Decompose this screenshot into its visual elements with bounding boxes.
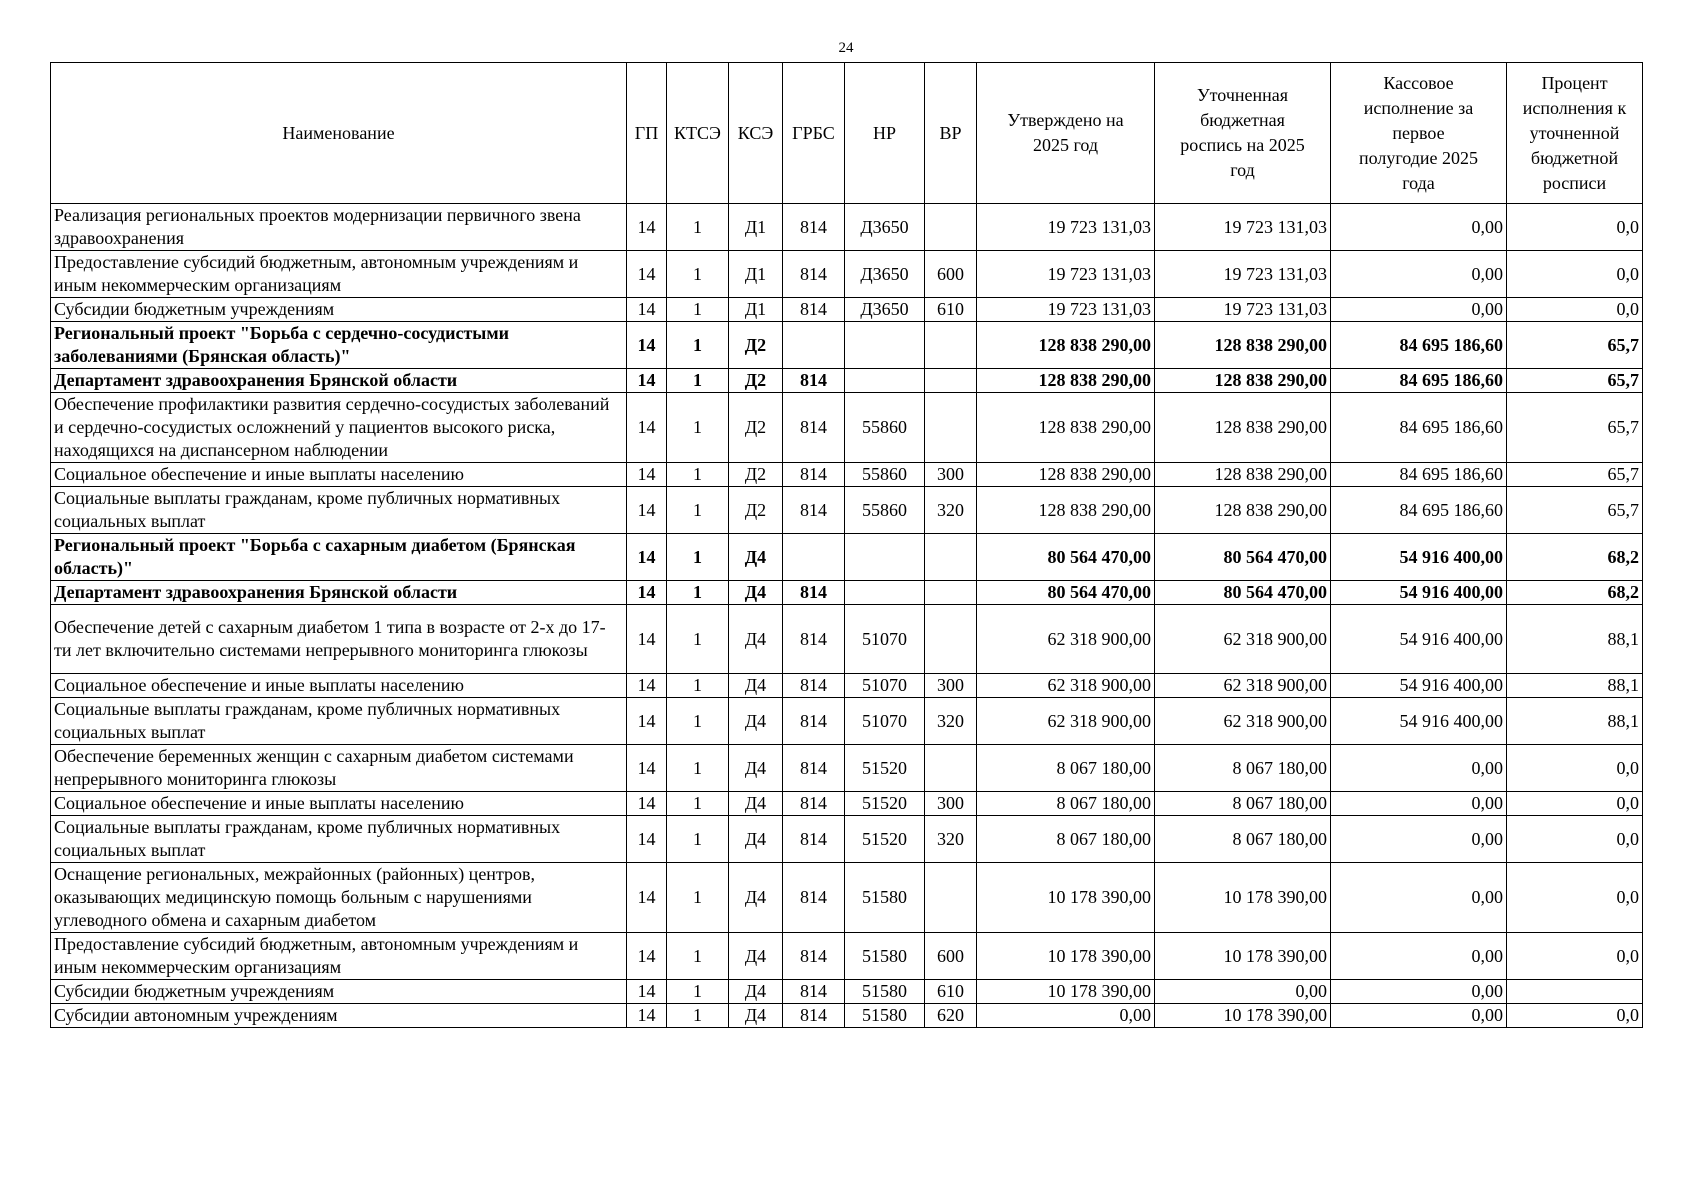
cell-cash: 84 695 186,60 bbox=[1331, 393, 1507, 463]
cell-vr bbox=[925, 369, 977, 393]
cell-percent: 65,7 bbox=[1507, 393, 1643, 463]
cell-percent: 88,1 bbox=[1507, 605, 1643, 674]
cell-grbs: 814 bbox=[783, 674, 845, 698]
cell-cash: 54 916 400,00 bbox=[1331, 605, 1507, 674]
header-ktse: КТСЭ bbox=[667, 63, 729, 204]
cell-refined: 19 723 131,03 bbox=[1155, 251, 1331, 298]
cell-name: Субсидии бюджетным учреждениям bbox=[51, 980, 627, 1004]
cell-ktse: 1 bbox=[667, 792, 729, 816]
table-row bbox=[51, 487, 1643, 534]
table-row bbox=[51, 674, 1643, 698]
table-row bbox=[51, 863, 1643, 933]
cell-name: Предоставление субсидий бюджетным, автономным учреждениям и иным некоммерческим организациям bbox=[51, 933, 627, 980]
cell-vr bbox=[925, 204, 977, 251]
cell-grbs: 814 bbox=[783, 204, 845, 251]
cell-refined: 62 318 900,00 bbox=[1155, 605, 1331, 674]
cell-nr: 51580 bbox=[845, 980, 925, 1004]
cell-refined: 80 564 470,00 bbox=[1155, 581, 1331, 605]
cell-grbs: 814 bbox=[783, 487, 845, 534]
cell-name: Социальное обеспечение и иные выплаты населению bbox=[51, 674, 627, 698]
header-grbs: ГРБС bbox=[783, 63, 845, 204]
cell-approved: 128 838 290,00 bbox=[977, 463, 1155, 487]
cell-ktse: 1 bbox=[667, 745, 729, 792]
cell-grbs: 814 bbox=[783, 393, 845, 463]
cell-percent: 88,1 bbox=[1507, 674, 1643, 698]
cell-vr bbox=[925, 581, 977, 605]
cell-nr: 51580 bbox=[845, 863, 925, 933]
cell-approved: 62 318 900,00 bbox=[977, 605, 1155, 674]
cell-vr: 610 bbox=[925, 980, 977, 1004]
cell-percent: 0,0 bbox=[1507, 745, 1643, 792]
cell-approved: 19 723 131,03 bbox=[977, 251, 1155, 298]
cell-kse: Д2 bbox=[729, 487, 783, 534]
header-nr: НР bbox=[845, 63, 925, 204]
header-gp: ГП bbox=[627, 63, 667, 204]
cell-gp: 14 bbox=[627, 980, 667, 1004]
cell-kse: Д4 bbox=[729, 1004, 783, 1028]
cell-ktse: 1 bbox=[667, 863, 729, 933]
cell-ktse: 1 bbox=[667, 298, 729, 322]
cell-nr: 51520 bbox=[845, 816, 925, 863]
cell-vr bbox=[925, 534, 977, 581]
cell-percent: 0,0 bbox=[1507, 933, 1643, 980]
cell-ktse: 1 bbox=[667, 581, 729, 605]
cell-refined: 62 318 900,00 bbox=[1155, 674, 1331, 698]
page-number: 24 bbox=[838, 40, 854, 56]
cell-refined: 128 838 290,00 bbox=[1155, 369, 1331, 393]
table-row bbox=[51, 463, 1643, 487]
table-row bbox=[51, 581, 1643, 605]
cell-nr: 55860 bbox=[845, 463, 925, 487]
cell-grbs: 814 bbox=[783, 863, 845, 933]
cell-kse: Д4 bbox=[729, 745, 783, 792]
cell-name: Региональный проект "Борьба с сахарным диабетом (Брянская область)" bbox=[51, 534, 627, 581]
cell-nr: Д3650 bbox=[845, 298, 925, 322]
cell-percent bbox=[1507, 980, 1643, 1004]
cell-kse: Д4 bbox=[729, 674, 783, 698]
cell-cash: 84 695 186,60 bbox=[1331, 369, 1507, 393]
cell-grbs: 814 bbox=[783, 581, 845, 605]
cell-grbs bbox=[783, 322, 845, 369]
cell-gp: 14 bbox=[627, 393, 667, 463]
cell-approved: 128 838 290,00 bbox=[977, 393, 1155, 463]
cell-vr: 300 bbox=[925, 674, 977, 698]
header-name: Наименование bbox=[51, 63, 627, 204]
cell-cash: 84 695 186,60 bbox=[1331, 487, 1507, 534]
cell-grbs: 814 bbox=[783, 1004, 845, 1028]
cell-vr: 320 bbox=[925, 698, 977, 745]
cell-cash: 0,00 bbox=[1331, 816, 1507, 863]
table-row bbox=[51, 745, 1643, 792]
cell-cash: 84 695 186,60 bbox=[1331, 322, 1507, 369]
cell-grbs: 814 bbox=[783, 298, 845, 322]
cell-percent: 0,0 bbox=[1507, 792, 1643, 816]
cell-refined: 8 067 180,00 bbox=[1155, 816, 1331, 863]
cell-refined: 10 178 390,00 bbox=[1155, 863, 1331, 933]
cell-refined: 128 838 290,00 bbox=[1155, 322, 1331, 369]
cell-approved: 128 838 290,00 bbox=[977, 487, 1155, 534]
cell-cash: 0,00 bbox=[1331, 251, 1507, 298]
cell-kse: Д4 bbox=[729, 863, 783, 933]
table-row bbox=[51, 369, 1643, 393]
cell-ktse: 1 bbox=[667, 251, 729, 298]
table-row bbox=[51, 251, 1643, 298]
cell-cash: 0,00 bbox=[1331, 1004, 1507, 1028]
cell-name: Социальные выплаты гражданам, кроме публичных нормативных социальных выплат bbox=[51, 487, 627, 534]
cell-name: Реализация региональных проектов модернизации первичного звена здравоохранения bbox=[51, 204, 627, 251]
cell-cash: 0,00 bbox=[1331, 298, 1507, 322]
cell-nr: 51070 bbox=[845, 605, 925, 674]
cell-nr: 51580 bbox=[845, 1004, 925, 1028]
cell-grbs: 814 bbox=[783, 792, 845, 816]
cell-ktse: 1 bbox=[667, 933, 729, 980]
cell-ktse: 1 bbox=[667, 816, 729, 863]
cell-grbs bbox=[783, 534, 845, 581]
cell-ktse: 1 bbox=[667, 534, 729, 581]
cell-cash: 0,00 bbox=[1331, 933, 1507, 980]
table-row bbox=[51, 792, 1643, 816]
cell-grbs: 814 bbox=[783, 698, 845, 745]
cell-nr: 51580 bbox=[845, 933, 925, 980]
cell-approved: 128 838 290,00 bbox=[977, 369, 1155, 393]
cell-approved: 80 564 470,00 bbox=[977, 581, 1155, 605]
cell-kse: Д2 bbox=[729, 369, 783, 393]
cell-refined: 62 318 900,00 bbox=[1155, 698, 1331, 745]
cell-nr: 51070 bbox=[845, 698, 925, 745]
cell-percent: 65,7 bbox=[1507, 322, 1643, 369]
cell-refined: 8 067 180,00 bbox=[1155, 792, 1331, 816]
table-row bbox=[51, 298, 1643, 322]
cell-grbs: 814 bbox=[783, 745, 845, 792]
cell-percent: 0,0 bbox=[1507, 298, 1643, 322]
table-row bbox=[51, 933, 1643, 980]
cell-gp: 14 bbox=[627, 298, 667, 322]
cell-kse: Д4 bbox=[729, 933, 783, 980]
cell-gp: 14 bbox=[627, 933, 667, 980]
table-row bbox=[51, 322, 1643, 369]
cell-ktse: 1 bbox=[667, 487, 729, 534]
cell-vr: 300 bbox=[925, 463, 977, 487]
cell-gp: 14 bbox=[627, 369, 667, 393]
table-row bbox=[51, 204, 1643, 251]
header-cash: Кассовое исполнение за первое полугодие 2025 года bbox=[1331, 63, 1507, 204]
cell-ktse: 1 bbox=[667, 674, 729, 698]
header-approved: Утверждено на 2025 год bbox=[977, 63, 1155, 204]
cell-nr bbox=[845, 369, 925, 393]
cell-name: Субсидии автономным учреждениям bbox=[51, 1004, 627, 1028]
table-row bbox=[51, 1004, 1643, 1028]
cell-nr: 51520 bbox=[845, 745, 925, 792]
cell-gp: 14 bbox=[627, 534, 667, 581]
table-row bbox=[51, 534, 1643, 581]
cell-cash: 0,00 bbox=[1331, 745, 1507, 792]
cell-name: Субсидии бюджетным учреждениям bbox=[51, 298, 627, 322]
cell-cash: 0,00 bbox=[1331, 980, 1507, 1004]
cell-approved: 8 067 180,00 bbox=[977, 792, 1155, 816]
cell-kse: Д2 bbox=[729, 463, 783, 487]
cell-gp: 14 bbox=[627, 863, 667, 933]
cell-approved: 10 178 390,00 bbox=[977, 933, 1155, 980]
cell-name: Социальные выплаты гражданам, кроме публичных нормативных социальных выплат bbox=[51, 698, 627, 745]
cell-vr bbox=[925, 745, 977, 792]
cell-approved: 19 723 131,03 bbox=[977, 204, 1155, 251]
header-refined: Уточненная бюджетная роспись на 2025 год bbox=[1155, 63, 1331, 204]
cell-gp: 14 bbox=[627, 322, 667, 369]
cell-refined: 19 723 131,03 bbox=[1155, 204, 1331, 251]
cell-name: Предоставление субсидий бюджетным, автономным учреждениям и иным некоммерческим организациям bbox=[51, 251, 627, 298]
cell-gp: 14 bbox=[627, 581, 667, 605]
cell-percent: 65,7 bbox=[1507, 369, 1643, 393]
cell-grbs: 814 bbox=[783, 816, 845, 863]
cell-kse: Д4 bbox=[729, 605, 783, 674]
cell-vr bbox=[925, 605, 977, 674]
table-row bbox=[51, 605, 1643, 674]
header-kse: КСЭ bbox=[729, 63, 783, 204]
cell-vr: 300 bbox=[925, 792, 977, 816]
cell-nr: 55860 bbox=[845, 393, 925, 463]
cell-nr bbox=[845, 581, 925, 605]
cell-vr bbox=[925, 322, 977, 369]
cell-cash: 0,00 bbox=[1331, 863, 1507, 933]
cell-vr: 600 bbox=[925, 251, 977, 298]
table-row bbox=[51, 393, 1643, 463]
header-row bbox=[51, 63, 1643, 204]
cell-name: Социальное обеспечение и иные выплаты населению bbox=[51, 463, 627, 487]
cell-grbs: 814 bbox=[783, 369, 845, 393]
cell-percent: 68,2 bbox=[1507, 581, 1643, 605]
cell-name: Департамент здравоохранения Брянской области bbox=[51, 369, 627, 393]
cell-nr: 55860 bbox=[845, 487, 925, 534]
table-row bbox=[51, 980, 1643, 1004]
cell-gp: 14 bbox=[627, 605, 667, 674]
cell-cash: 54 916 400,00 bbox=[1331, 581, 1507, 605]
cell-cash: 54 916 400,00 bbox=[1331, 674, 1507, 698]
cell-grbs: 814 bbox=[783, 933, 845, 980]
cell-kse: Д4 bbox=[729, 581, 783, 605]
cell-vr: 610 bbox=[925, 298, 977, 322]
cell-percent: 0,0 bbox=[1507, 1004, 1643, 1028]
cell-nr: 51070 bbox=[845, 674, 925, 698]
cell-percent: 88,1 bbox=[1507, 698, 1643, 745]
cell-gp: 14 bbox=[627, 674, 667, 698]
cell-name: Обеспечение профилактики развития сердечно-сосудистых заболеваний и сердечно-сосудистых осложнений у пациентов высокого риска, находящихся на диспансерном наблюдении bbox=[51, 393, 627, 463]
cell-nr bbox=[845, 322, 925, 369]
cell-ktse: 1 bbox=[667, 463, 729, 487]
cell-kse: Д1 bbox=[729, 298, 783, 322]
header-vr: ВР bbox=[925, 63, 977, 204]
cell-name: Региональный проект "Борьба с сердечно-сосудистыми заболеваниями (Брянская область)" bbox=[51, 322, 627, 369]
cell-gp: 14 bbox=[627, 204, 667, 251]
cell-refined: 128 838 290,00 bbox=[1155, 393, 1331, 463]
cell-gp: 14 bbox=[627, 698, 667, 745]
cell-ktse: 1 bbox=[667, 393, 729, 463]
cell-name: Обеспечение беременных женщин с сахарным диабетом системами непрерывного мониторинга глюкозы bbox=[51, 745, 627, 792]
cell-name: Социальное обеспечение и иные выплаты населению bbox=[51, 792, 627, 816]
cell-percent: 65,7 bbox=[1507, 463, 1643, 487]
cell-approved: 8 067 180,00 bbox=[977, 816, 1155, 863]
cell-percent: 65,7 bbox=[1507, 487, 1643, 534]
cell-grbs: 814 bbox=[783, 463, 845, 487]
cell-approved: 62 318 900,00 bbox=[977, 674, 1155, 698]
table-row bbox=[51, 698, 1643, 745]
cell-kse: Д2 bbox=[729, 322, 783, 369]
cell-vr: 320 bbox=[925, 816, 977, 863]
cell-gp: 14 bbox=[627, 463, 667, 487]
cell-name: Социальные выплаты гражданам, кроме публичных нормативных социальных выплат bbox=[51, 816, 627, 863]
cell-ktse: 1 bbox=[667, 322, 729, 369]
cell-kse: Д2 bbox=[729, 393, 783, 463]
cell-percent: 0,0 bbox=[1507, 816, 1643, 863]
cell-ktse: 1 bbox=[667, 605, 729, 674]
cell-ktse: 1 bbox=[667, 980, 729, 1004]
cell-ktse: 1 bbox=[667, 698, 729, 745]
cell-gp: 14 bbox=[627, 251, 667, 298]
cell-gp: 14 bbox=[627, 487, 667, 534]
cell-refined: 10 178 390,00 bbox=[1155, 1004, 1331, 1028]
cell-cash: 54 916 400,00 bbox=[1331, 534, 1507, 581]
cell-vr bbox=[925, 393, 977, 463]
cell-nr: 51520 bbox=[845, 792, 925, 816]
table-header bbox=[51, 63, 1643, 204]
cell-approved: 128 838 290,00 bbox=[977, 322, 1155, 369]
cell-kse: Д4 bbox=[729, 980, 783, 1004]
cell-cash: 84 695 186,60 bbox=[1331, 463, 1507, 487]
table-body bbox=[51, 204, 1643, 1028]
cell-percent: 68,2 bbox=[1507, 534, 1643, 581]
cell-name: Департамент здравоохранения Брянской области bbox=[51, 581, 627, 605]
cell-percent: 0,0 bbox=[1507, 863, 1643, 933]
cell-refined: 8 067 180,00 bbox=[1155, 745, 1331, 792]
cell-refined: 0,00 bbox=[1155, 980, 1331, 1004]
cell-vr: 600 bbox=[925, 933, 977, 980]
cell-nr: Д3650 bbox=[845, 204, 925, 251]
cell-kse: Д4 bbox=[729, 534, 783, 581]
cell-grbs: 814 bbox=[783, 980, 845, 1004]
header-percent: Процент исполнения к уточненной бюджетной росписи bbox=[1507, 63, 1643, 204]
cell-kse: Д1 bbox=[729, 251, 783, 298]
cell-nr bbox=[845, 534, 925, 581]
cell-refined: 19 723 131,03 bbox=[1155, 298, 1331, 322]
cell-approved: 0,00 bbox=[977, 1004, 1155, 1028]
cell-ktse: 1 bbox=[667, 369, 729, 393]
cell-cash: 0,00 bbox=[1331, 792, 1507, 816]
cell-grbs: 814 bbox=[783, 605, 845, 674]
cell-vr bbox=[925, 863, 977, 933]
cell-cash: 54 916 400,00 bbox=[1331, 698, 1507, 745]
cell-refined: 128 838 290,00 bbox=[1155, 487, 1331, 534]
cell-refined: 80 564 470,00 bbox=[1155, 534, 1331, 581]
cell-approved: 10 178 390,00 bbox=[977, 863, 1155, 933]
cell-kse: Д4 bbox=[729, 698, 783, 745]
cell-approved: 10 178 390,00 bbox=[977, 980, 1155, 1004]
cell-approved: 19 723 131,03 bbox=[977, 298, 1155, 322]
cell-kse: Д4 bbox=[729, 792, 783, 816]
cell-gp: 14 bbox=[627, 1004, 667, 1028]
cell-cash: 0,00 bbox=[1331, 204, 1507, 251]
cell-gp: 14 bbox=[627, 745, 667, 792]
cell-kse: Д4 bbox=[729, 816, 783, 863]
cell-percent: 0,0 bbox=[1507, 251, 1643, 298]
cell-refined: 10 178 390,00 bbox=[1155, 933, 1331, 980]
cell-percent: 0,0 bbox=[1507, 204, 1643, 251]
table-row bbox=[51, 816, 1643, 863]
cell-gp: 14 bbox=[627, 816, 667, 863]
cell-approved: 8 067 180,00 bbox=[977, 745, 1155, 792]
cell-nr: Д3650 bbox=[845, 251, 925, 298]
budget-table bbox=[50, 62, 1643, 1028]
cell-approved: 80 564 470,00 bbox=[977, 534, 1155, 581]
cell-grbs: 814 bbox=[783, 251, 845, 298]
cell-vr: 320 bbox=[925, 487, 977, 534]
cell-kse: Д1 bbox=[729, 204, 783, 251]
cell-approved: 62 318 900,00 bbox=[977, 698, 1155, 745]
cell-ktse: 1 bbox=[667, 1004, 729, 1028]
cell-vr: 620 bbox=[925, 1004, 977, 1028]
cell-refined: 128 838 290,00 bbox=[1155, 463, 1331, 487]
cell-ktse: 1 bbox=[667, 204, 729, 251]
cell-name: Оснащение региональных, межрайонных (районных) центров, оказывающих медицинскую помощь больным с нарушениями углеводного обмена и сахарным диабетом bbox=[51, 863, 627, 933]
cell-name: Обеспечение детей с сахарным диабетом 1 типа в возрасте от 2-х до 17-ти лет включительно системами непрерывного мониторинга глюкозы bbox=[51, 605, 627, 674]
cell-gp: 14 bbox=[627, 792, 667, 816]
